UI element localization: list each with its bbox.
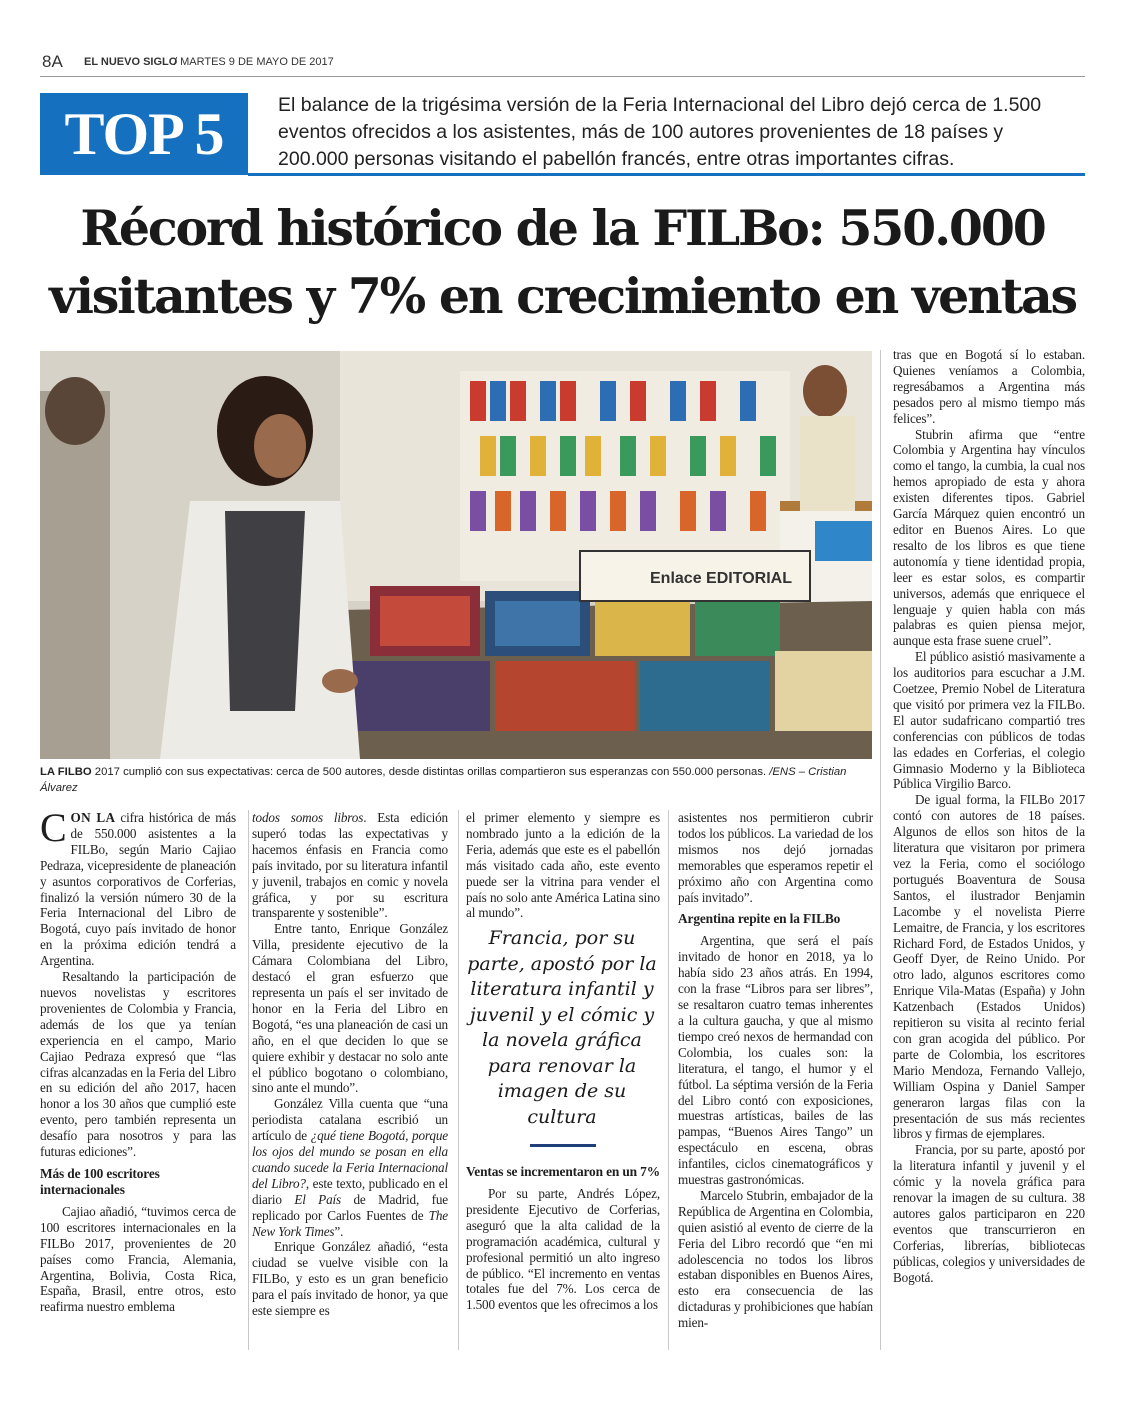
subheading: Más de 100 escritores internacionales (40, 1165, 160, 1197)
paragraph-text: de Madrid, fue replicado por Carlos Fuentes de (252, 1191, 448, 1223)
newspaper-name-italic: The New York Times (252, 1207, 448, 1239)
issue-date: / MARTES 9 DE MAYO DE 2017 (174, 56, 334, 68)
article-paragraph: Entre tanto, Enrique González Villa, presidente ejecutivo de la Cámara Colombiana del Libro, destacó el gran esfuerzo que representa un país el ser invitado de honor en la Feria del Libro en Bogotá, “es una planeación de casi un año, en el que deciden lo que se quiere exhibir y destacar no solo ante el público bogotano o colombiano, sino ante el mundo”. (252, 921, 448, 1096)
column-divider (248, 810, 249, 1350)
article-column-5 (893, 347, 1085, 1285)
column-divider (880, 350, 881, 1350)
photo-caption (40, 764, 872, 796)
article-title-italic: ¿qué tiene Bogotá, porque los ojos del mundo se posan en ella cuando sucede la Feria Internacional del Libro? (252, 1128, 448, 1191)
paragraph-text: ”. (334, 1223, 344, 1239)
article-paragraph: Enrique González añadió, “esta ciudad se vuelve visible con la FILBo, y esto es un gran beneficio para el país invitado de honor, ya que este siempre es (252, 1239, 448, 1319)
caption-credit: /ENS – Cristian Álvarez (40, 766, 847, 794)
newspaper-name: EL NUEVO SIGLO (84, 56, 178, 68)
article-paragraph: El público asistió masivamente a los auditorios para escuchar a J.M. Coetzee, Premio Nobel de Literatura que visitó por primera vez la FILBo. El autor sudafricano compartió tres conferencias con públicos de todas las edades en Corferias, el colegio Gimnasio Moderno y la Biblioteca Pública Virgilio Barco. (893, 649, 1085, 792)
paragraph-text: González Villa cuenta que “una periodista catalana escribió un artículo de (252, 1096, 448, 1144)
page-number: 8A (42, 52, 63, 71)
subheading: Argentina repite en la FILBo (678, 911, 841, 927)
article-paragraph: Resaltando la participación de nuevos novelistas y escritores provenientes de Colombia y Francia, además de los que ya tenían experiencia en el campo, Mario Cajiao Pedraza expresó que “las cifras alcanzadas en la Feria del Libro en su edición del año 2017, hacen honor a los 30 años que cumplió este evento, pero también representa un desafío para nosotros y para las futuras ediciones”. (40, 969, 236, 1160)
subheading: Ventas se incrementaron en un 7% (466, 1164, 660, 1179)
article-paragraph (252, 810, 448, 921)
article-paragraph: Stubrin afirma que “entre Colombia y Argentina hay vínculos como el tango, la cumbia, la cual nos hemos apropiado de esta y ahora existen diferentes tipos. Gabriel García Márquez quien encontró un editor en Buenos Aires. Lo que resalto de los libros es que tiene autonomía y tiene identidad propia, leer es estar solos, es compartir universos, además que enriquece el lenguaje y quien habla con más palabras es quien piensa mejor, aunque esta frase suene cruel”. (893, 426, 1085, 649)
article-column-1 (40, 805, 236, 1315)
article-column-3-top (466, 810, 660, 921)
article-column-2 (252, 810, 448, 1319)
pull-quote: Francia, por su parte, apostó por la literatura infantil y juvenil y el cómic y la novela gráfica para renovar la imagen de su cultura (467, 927, 657, 1128)
paragraph-text: , este texto, publicado en el diario (252, 1175, 448, 1207)
caption-lead: LA FILBO (40, 766, 92, 778)
pull-quote-rule (530, 1144, 596, 1147)
article-paragraph: Por su parte, Andrés López, presidente Ejecutivo de Corferias, aseguró que la alta calidad de la programación académica, cultural y profesional permitió un alto ingreso de público. “El incremento en ventas totales fue del 7%. Los cerca de 1.500 eventos que les ofrecimos a los (466, 1186, 660, 1313)
article-column-4 (678, 810, 873, 1331)
column-divider (458, 810, 459, 1350)
photo-sign-text: Enlace EDITORIAL (650, 570, 792, 587)
drop-cap: C (40, 805, 67, 850)
article-headline (40, 194, 1085, 330)
top5-summary: El balance de la trigésima versión de la Feria Internacional del Libro dejó cerca de 1.500 eventos ofrecidos a los asistentes, más de 100 autores provenientes de 18 países y 200.000 personas visitando el pabellón francés, entre otras importantes cifras. (278, 94, 1042, 170)
emblem-italic: todos somos libros (252, 810, 364, 825)
paragraph-text: cifra histórica de más de 550.000 asistentes a la FILBo, según Mario Cajiao Pedraza, vicepresidente de planeación y asuntos corporativos de Corferias, finalizó la versión número 30 de la Feria Internacional del Libro de Bogotá, cuyo país invitado de honor en la próxima edición tendrá a Argentina. (40, 810, 236, 969)
article-paragraph: Argentina, que será el país invitado de honor en 2018, ya lo había sido 23 años atrás. En 1994, con la frase “Libros para ser libres”, se resaltaron cuatro temas inherentes a la cultura gaucha, y que al mismo tiempo creó nexos de hermandad con Colombia, los cuales son: la literatura, el tango, el humor y el fútbol. La séptima versión de la Feria del Libro contó con exposiciones, muestras artísticas, bailes de las pampas, “Buenos Aires Tango” un espectáculo en escena, obras infantiles, ciclos cinematográficos y muestras gastronómicas. (678, 933, 873, 1188)
headline-line-1: Récord histórico de la FILBo: 550.000 (80, 199, 1045, 257)
lead-in-caps: ON LA (70, 810, 116, 825)
article-photo (40, 351, 872, 759)
article-paragraph: Cajiao añadió, “tuvimos cerca de 100 escritores internacionales en la FILBo 2017, provenientes de 20 países como Francia, Alemania, Argentina, Bolivia, Costa Rica, España, Brasil, entre otros, esto reafirma nuestro emblema (40, 1203, 236, 1315)
article-column-3-bottom (466, 1164, 660, 1313)
article-paragraph: Francia, por su parte, apostó por la literatura infantil y juvenil y el cómic y la novela gráfica para renovar la imagen de su cultura. 38 autores galos participaron en 220 eventos que transcurrieron en Corferias, librerías, bibliotecas públicas, colegios y universidades de Bogotá. (893, 1142, 1085, 1285)
article-paragraph: asistentes nos permitieron cubrir todos los públicos. La variedad de los mismos nos dejó jornadas memorables que esperamos repetir el próximo año con Argentina como país invitado”. (678, 810, 873, 905)
header-divider (40, 76, 1085, 77)
article-paragraph: De igual forma, la FILBo 2017 contó con autores de 18 países. Algunos de ellos son hitos de la literatura que visitaron por primera vez la Feria, como el sociólogo portugués Boaventura de Sousa Santos, el ilustrador Benjamin Lacombe y el novelista Pierre Lemaitre, de Francia, y los escritores Richard Ford, de Estados Unidos, y Geoff Dyer, de Reino Unido. Por otro lado, algunos escritores como Enrique Vila-Matas (España) y John Katzenbach (Estados Unidos) repitieron su visita al recinto ferial con gran acogida del público. Por parte de Colombia, los escritores Mario Mendoza, Fernando Vallejo, William Ospina y Daniel Samper generaron largas filas con la presentación de sus más recientes libros y firmas de ejemplares. (893, 792, 1085, 1142)
article-paragraph: tras que en Bogotá sí lo estaban. Quienes veníamos a Colombia, regresábamos a Argentina más pesados pero al mismo tiempo más felices”. (893, 347, 1085, 426)
article-paragraph: Marcelo Stubrin, embajador de la República de Argentina en Colombia, quien asistió al evento de cierre de la Feria del Libro recordó que “en mi adolescencia no todos los libros estaban disponibles en Buenos Aires, esto era consecuencia de las dictaduras y prohibiciones que habían mien- (678, 1187, 873, 1331)
newspaper-name-italic: El País (294, 1191, 342, 1207)
top5-underline (248, 173, 1085, 176)
top5-badge: TOP 5 (40, 93, 248, 175)
caption-text: 2017 cumplió con sus expectativas: cerca de 500 autores, desde distintas orillas compartieron sus esperanzas con 550.000 personas. (91, 766, 770, 778)
article-paragraph (252, 1096, 448, 1239)
article-paragraph (40, 805, 236, 969)
paragraph-text: . Esta edición superó todas las expectativas y hacemos énfasis en Francia como país invitado, por su literatura infantil y juvenil, trabajos en comic y novela gráfica, y por su escritura transparente y sostenible”. (252, 810, 448, 921)
column-divider (668, 810, 669, 1350)
article-paragraph: el primer elemento y siempre es nombrado junto a la edición de la Feria, además que este es el pabellón más visitado cada año, este evento puede ser la vitrina para vender el país no solo ante América Latina sino al mundo”. (466, 810, 660, 921)
headline-line-2: visitantes y 7% en crecimiento en ventas (49, 267, 1076, 325)
book-fair-photo (40, 351, 872, 759)
